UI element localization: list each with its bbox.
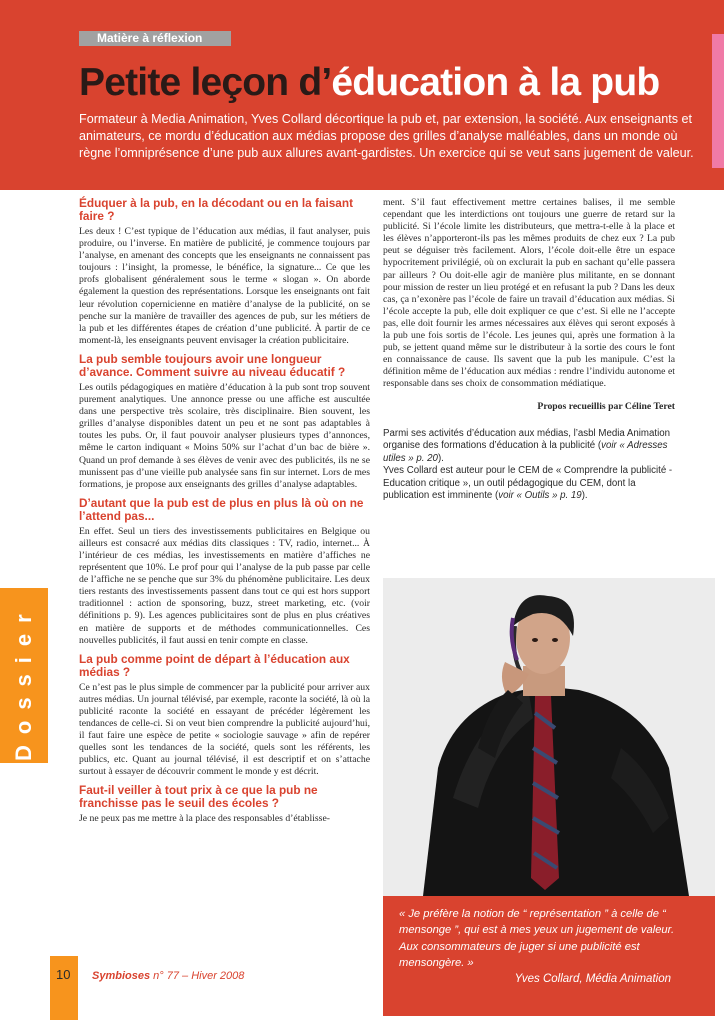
info-note: Yves Collard est auteur pour le CEM de « Comprendre la publicité - Education critique », un outil pédagogique du CEM, dont la publication est imminente (voir « Outils » p. 19). [383,465,673,501]
article-lead: Formateur à Media Animation, Yves Collard décortique la pub et, par extension, la société. Aux enseignants et animateurs, ce mordu d’éducation aux médias propose des grilles d’analyse malléables, dans un monde où règne l’omniprésence d’une pub aux allures avant-gardistes. Un exercice qui se veut sans jugement de valeur. [79,112,694,160]
left-column [79,197,370,832]
page-number: 10 [56,967,71,982]
publication-brand: Symbioses [92,970,151,982]
dossier-label: Dossier [11,603,36,761]
answer-paragraph: Les outils pédagogiques en matière d’éducation à la pub sont trop souvent purement analytiques. Une annonce presse ou une affiche est auscultée dans une perspective très scolaire, très disciplinaire. Bien souvent, les grilles d’analyse disponibles datent un peu et ne sont pas adaptables à toutes les pubs. Or, il faut pouvoir analyser plusieurs types d’annonces, même le carton indiquant « Moins 50% sur l’achat d’un bac de bière ». Quand un prof demande à ses élèves de venir avec des publicités, ils ne se munissent pas d’une vieille pub analysée sans fin sur internet. Lors de mes formations, je propose aux enseignants des grilles d’analyse adaptables. [79,381,370,490]
portrait-illustration [383,578,715,896]
article-title [79,60,659,106]
question-heading: La pub comme point de départ à l’éducation aux médias ? [79,651,350,679]
answer-paragraph: En effet. Seul un tiers des investissements publicitaires en Belgique ou ailleurs est consacré aux médias dits classiques : TV, radio, internet... À l’intérieur de ces médias, les investissements en matière d’affiches ne représentent que 10%. Le prof pour qui l’analyse de la pub passe par celle de l’affiche ne se penche que sur 3% du phénomène publicitaire. Les deux tiers restants des investissements passent dans tout ce qui est hors support traditionnel : action de sponsoring, buzz, street marketing, etc. (voir définitions p. 9). Les agences publicitaires sont de plus en plus créatives en matière de supports et de méthodes communicationnelles. Ces nouvelles publicités, il faut aussi en tenir compte en classe. [79,525,370,646]
title-part-2: éducation à la pub [331,61,660,104]
portrait-photo [383,578,715,896]
question-heading: D’autant que la pub est de plus en plus là où on ne l’attend pas... [79,495,364,523]
info-note: Parmi ses activités d’éducation aux médias, l’asbl Media Animation organise des formations d’éducation à la publicité (voir « Adresses utiles » p. 20). [383,427,670,464]
question-heading: Éduquer à la pub, en la décodant ou en la faisant faire ? [79,196,353,223]
cross-reference: voir « Adresses utiles » p. 20 [383,440,668,464]
right-column [383,197,675,503]
answer-paragraph: Je ne peux pas me mettre à la place des responsables d’établisse- [79,813,330,825]
answer-paragraph: Ce n’est pas le plus simple de commencer par la publicité pour arriver aux autres médias. Un journal télévisé, par exemple, raconte la société, là où la publicité raconte la société en essayant de précéder légèrement les tendances de celle-ci. Si on veut bien comprendre la publicité aujourd’hui, il faut faire une espèce de petite « sociologie sauvage » afin de repérer quelles sont les tendances de la société, quels sont les référents, les publics, etc. Quant au journal télévisé, il est descriptif et on s’attache surtout à essayer de découvrir comment le monde y est décrit. [79,681,370,778]
issue-info: n° 77 – Hiver 2008 [153,970,245,982]
section-tag: Matière à réflexion [79,31,231,46]
pull-quote-author: Yves Collard, Média Animation [514,973,671,985]
interview-credit: Propos recueillis par Céline Teret [537,400,675,412]
dossier-side-tab [0,588,48,763]
footer-publication [92,970,244,982]
cross-reference: voir « Outils » p. 19 [498,490,582,501]
pink-edge-strip [712,34,724,168]
answer-continuation: ment. S’il faut effectivement mettre certaines balises, il me semble cependant que les interdictions ont toujours une guerre de retard sur la publicité. Si l’école limite les distributeurs, que mettra-t-elle à la place et les élèves n’apporteront-ils pas les mêmes produits de chez eux ? La pub peut se déguiser très facilement. Alors, l’école doit-elle être un espace hypocritement privilégié, où on exclurait la pub en sachant qu’elle passera par ailleurs ? Ou doit-elle agir de manière plus militante, en se donnant pour mission de rester un lieu protégé et en refusant la pub ? Dans les deux cas, ça n’exonère pas l’école de faire un travail d’éducation aux médias. Si l’école accepte la pub, elle doit expliquer ce que c’est. Si elle ne l’accepte pas, elle doit fournir les armes nécessaires aux élèves qui seront exposés à la pub une fois sortis de l’école. Les jeunes qui, après une formation à la pub, se jettent quand même sur le distributeur à la sortie des cours le font en connaissance de cause. Ils savent que la pub les manipule. C’est la définition même de l’éducation aux médias : rendre l’individu autonome et responsable dans ses choix de consommation médiatique. [383,197,675,390]
question-heading: La pub semble toujours avoir une longueur d’avance. Comment suivre au niveau éducatif ? [79,351,346,379]
answer-paragraph: Les deux ! C’est typique de l’éducation aux médias, il faut analyser, puis produire, ou l’inverse. En matière de publicité, je commence toujours par l’analyse, en amenant des concepts que les enseignants ne connaissent pas toujours : l’insight, la promesse, le bénéfice, la signature... Ce que les profs globalisent généralement sous le terme « slogan ». On aborde également la question des représentations. Lorsque les enseignants ont fait leur révolution copernicienne en matière d’analyse de la publicité, on se penche sur la manière de travailler des agences de pub, sur les métiers de la pub et les différentes étapes de création d’une publicité. À partir de ce moment-là, les enseignants peuvent envisager la création publicitaire. [79,226,370,346]
page-number-tab [50,956,78,1020]
pull-quote-text: « Je préfère la notion de “ représentation ” à celle de “ mensonge ”, qui est à mes yeux un jugement de valeur. Aux consommateurs de juger si une publicité est mensongère. » [399,908,675,969]
pull-quote-box [383,896,715,1016]
question-heading: Faut-il veiller à tout prix à ce que la pub ne franchisse pas le seuil des écoles ? [79,783,318,811]
title-part-1: Petite leçon d’ [79,61,332,104]
